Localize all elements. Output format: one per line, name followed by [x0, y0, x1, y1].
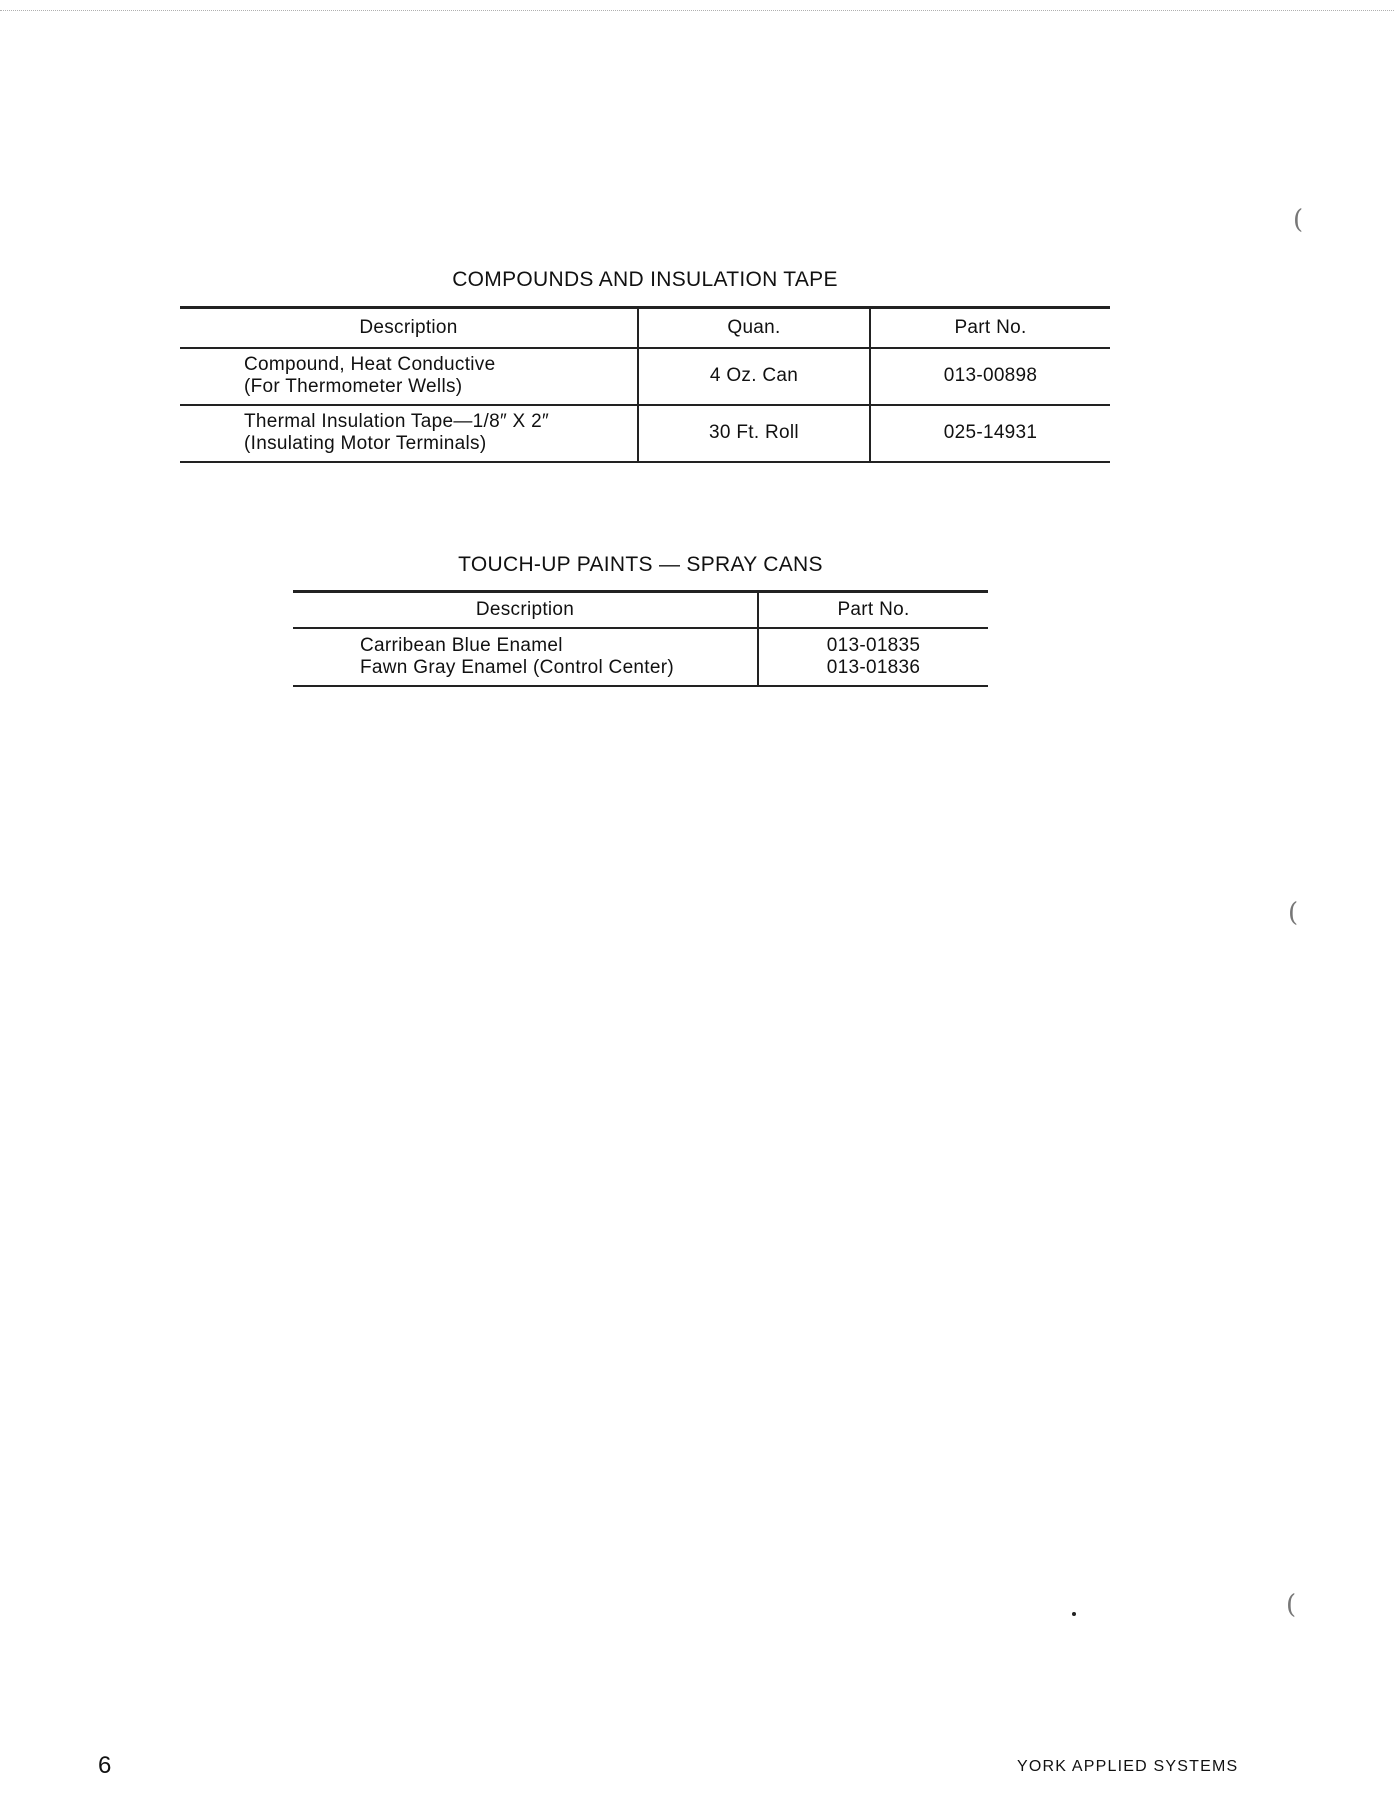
part-no-cell: 013-00898: [870, 348, 1110, 405]
part-no-line: 013-01835: [826, 634, 921, 656]
column-header-part-no: Part No.: [870, 308, 1110, 348]
binder-hole-mark: (: [1293, 205, 1304, 235]
compounds-section-title: COMPOUNDS AND INSULATION TAPE: [452, 268, 838, 291]
top-rule: [0, 10, 1394, 11]
description-cell: [180, 348, 638, 405]
description-cell: [293, 628, 758, 686]
part-no-line: 013-01836: [826, 656, 921, 678]
part-no-cell: [758, 628, 988, 686]
quantity-cell: 4 Oz. Can: [638, 348, 870, 405]
touch-up-paints-table: [293, 590, 988, 687]
table-row: [293, 628, 988, 686]
table-header-row: [180, 308, 1110, 348]
description-line: (For Thermometer Wells): [244, 376, 463, 397]
binder-hole-mark: (: [1286, 1590, 1297, 1620]
quantity-cell: 30 Ft. Roll: [638, 405, 870, 462]
description-line: Thermal Insulation Tape—1/8″ X 2″: [244, 411, 549, 432]
column-header-quantity: Quan.: [638, 308, 870, 348]
page-number: 6: [98, 1752, 112, 1779]
column-header-part-no: Part No.: [758, 592, 988, 628]
description-line: Carribean Blue Enamel: [360, 634, 563, 656]
description-line: Fawn Gray Enamel (Control Center): [360, 656, 675, 678]
footer-brand: YORK APPLIED SYSTEMS: [1017, 1758, 1239, 1775]
binder-hole-mark: (: [1288, 898, 1299, 928]
description-cell: [180, 405, 638, 462]
part-no-cell: 025-14931: [870, 405, 1110, 462]
column-header-description: Description: [180, 308, 638, 348]
compounds-table: [180, 306, 1110, 463]
description-line: (Insulating Motor Terminals): [244, 433, 487, 454]
table-row: [180, 348, 1110, 405]
table-row: [180, 405, 1110, 462]
table-header-row: [293, 592, 988, 628]
touch-up-paints-section-title: TOUCH-UP PAINTS — SPRAY CANS: [458, 553, 823, 576]
description-line: Compound, Heat Conductive: [244, 354, 496, 375]
stray-dot-mark: [1072, 1612, 1076, 1616]
column-header-description: Description: [293, 592, 758, 628]
